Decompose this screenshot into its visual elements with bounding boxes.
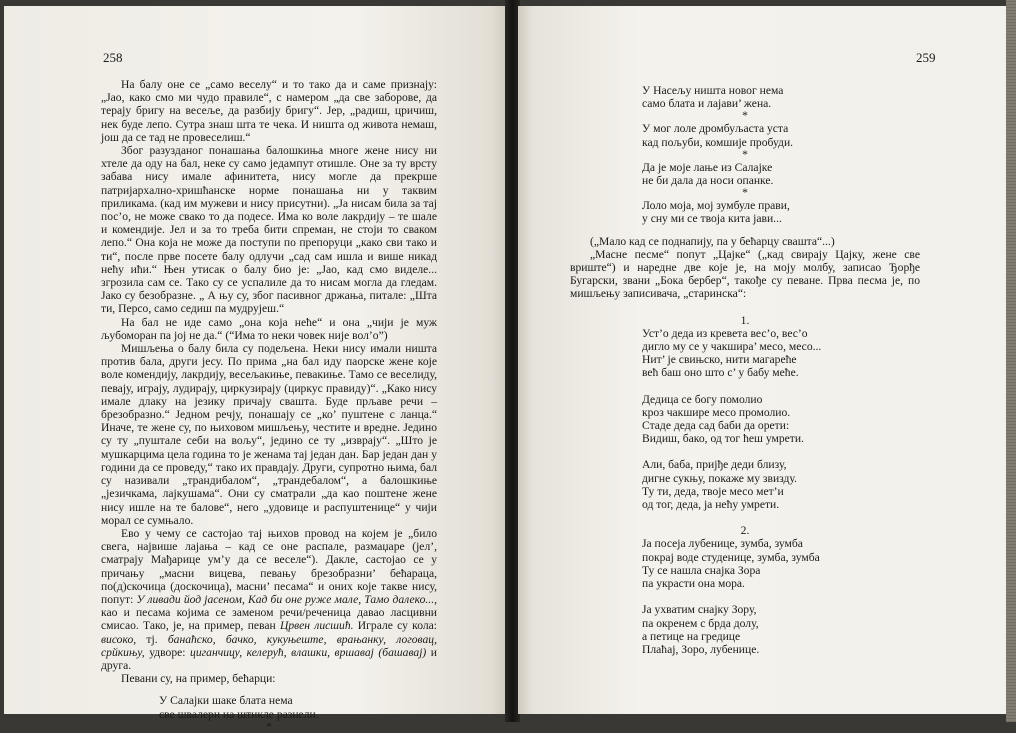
verse-line: Стаде деда сад баби да орети: [642,419,790,433]
paragraph-with-titles: Ево у чему се састојао тај њихов провод на којем је „било свега, највише лајања – кад се оне распале, размаџаре (јел’, сматрају Мађарице ум’у да се веселе“). Дакле, састојао се у причању „масни вицева, певању брезобразни’ бећараца, по(д)скочица (доскочица), масни’ песама“ и оних које такве нису, попут: У ливади йод јасеном, Кад би оне руже мале, Тамо далеко..., као и песама којима се заменом речи/реченица давао ласцивни смисао. Тако, је, на пример, певан Црвен лисшић. Играле су кола: високо, тј. банаћско, бачко, кукуњеште, врањанку, логовац, срйкињу, удворе: циганчицу, келерућ, влашки, вршавај (башавај) и друга. [101,526,438,672]
verse-line: Ту се нашла снајка Зора [642,563,761,577]
verse-line: покрај воде студенице, зумба, зумба [642,550,820,564]
verse-line: кад пољуби, комшије пробуди. [642,135,794,149]
page-number-right: 259 [916,50,936,65]
left-page [4,6,507,733]
verse-line: Али, баба, пријђе деди близу, [642,458,787,472]
verse-line: Плаћај, Зоро, лубенице. [642,642,760,656]
verse-line: а петице на гредице [642,629,741,643]
dance-names: циганчицу, келерућ, влашки, вршавај (башавај) [190,645,427,659]
verse-line: дигло му се у чакшира’ месо, месо... [642,340,822,354]
verse-line: Ја ухватим снајку Зору, [642,603,757,617]
left-page-text [101,78,437,733]
verse-line: све швалери на штикле разнели. [159,707,319,721]
song-number: 2. [740,524,750,538]
dance-name: високо, [101,632,137,646]
verse-line: Да је моје лање из Салајке [642,160,773,174]
verse-line: Видиш, бако, од тог ћеш умрети. [642,432,804,446]
verse-line: већ баш оно што с’ у бабу меће. [642,366,799,380]
paragraph: Мишљења о балу била су подељена. Неки нису имали ништа против бала, други јесу. По прима „на бал иду паорске жене које воле комендију, лакрдију, весељакиње, певакиње. Тамо се веселиду, певају, играју, лудирају, циркузирају (циркус правиду)“. „Како нису имале длаку на језику причају свашта. Буде прљаве речи – брезобразно.“ Једном речју, понашају се „ко’ пуштене с ланца.“ Иначе, те жене су, по њиховом мишљењу, честите и вредне. Једино су ту „пуштале себи на вољу“, једино се ту „изврају“. „Што је мушкарцима цела година то је женама тај један дан. Бар један дан у години да се проведу,“ тако их правдају. Други, супротно њима, бал су називали „трандибалом“, „трандебалом“, а балошкиње „језичкама, лајкушама“. Они су сматрали „да као поштене жене нису ишле на те балове“, него „удовице и распуштенице“ у чији морал се сумњало. [101,342,437,527]
verse-line: кроз чакшире месо промолио. [642,405,791,419]
star-separator: * [266,719,272,733]
verse-line: не би дала да носи опанке. [642,174,774,188]
verse-line: у сну ми се твоја кита јави... [642,212,782,226]
paragraph: Због разузданог понашања балошкиња многе жене нису ни хтеле да оду на бал, неке су само једампут отишле. Оне за ту врсту забава нису имале афинитета, нису могле да прекрше патријархално-хришћанске норме понашања ни у таквим приликама. (кад им мужеви и нису присутни). „Ја нисам била за тај пос’о, не може свако то да подесе. Има ко воле лакрдију – те шале и комендије. Јел и за то треба бити спреман, не стоји то сваком лепо.“ Она која не може да поступи по препоруци „како сви тако и ти“, после прве посете балу одлучи „сад сам ишла и више никад нећу ићи.“ Њен утисак о балу био је: „Јао, кад смо виделе... згрозила сам се. Тако су се успалиле да то нисам могла да гледам. Јако су безобразне. „ А њу су, због пасивног држања, питале: „Шта ти, Персо, само седиш па мудрујеш.“ [101,144,437,316]
paragraph: „Масне песме“ попут „Цајке“ („кад свирају Цајку, жене све вриште“) и наредне две које је, на моју молбу, записао Ђорђе Бугарски, звани „Бока бербер“, такође су певане. Прва песма је, по мишљењу записивача, „старинска“: [570,247,920,301]
verse-line: Ту ти, деда, твоје месо мет’и [642,484,784,498]
page-edges [1006,0,1016,722]
paragraph: На бал не иде само „она која неће“ и она „чији је муж љубоморан па јој не да.“ (“Има то неки човек није вол’о”) [101,315,437,342]
song-number: 1. [740,313,750,327]
verse-line: па окренем с брда долу, [642,616,759,630]
verse-line: Ја посеја лубенице, зумба, зумба [642,537,803,551]
star-separator: * [742,186,748,200]
verse-line: У мог лоле дромбуљаста уста [642,122,789,136]
verse-line: Дедица се богу помолио [642,392,763,406]
dance-names: банаћско, бачко, кукуњеште, врањанку, логовац, срйкињу, [101,632,438,659]
right-page-text [570,84,920,656]
verse-line: У Насељу ништа новог нема [642,84,784,97]
verse-line: само блата и лајави’ жена. [642,97,772,111]
paragraph: На балу оне се „само веселу“ и то тако да и саме признају: „Јао, како смо ми чудо правиле“, с намером „да све заборове, да терају бригу на весеље, да разбију бригу“. Јер, „радиш, цричиш, нек буде лепо. Сутра знаш шта те чека. И ништа од живота немаш, још да се тад не провеселиш.“ [101,78,437,144]
verse-line: Нит’ је свињско, нити магареће [642,353,797,367]
paragraph: („Мало кад се поднапију, па у бећарцу свашта“...) [590,234,835,248]
star-separator: * [742,109,748,123]
verse-line: Уст’о деда из кревета вес’о, вес’о [642,326,808,340]
page-number-left: 258 [103,50,123,65]
star-separator: * [742,147,748,161]
verse-line: дигне сукњу, покаже му звизду. [642,471,797,485]
right-page [518,6,1008,714]
paragraph: Певани су, на пример, бећарци: [121,672,276,686]
song-titles: У ливади йод јасеном, Кад би оне руже мале, Тамо далеко... [136,592,435,606]
song-title: Црвен лисшић. [279,619,354,633]
verse-line: У Салајки шаке блата нема [159,694,293,708]
verse-line: па украсти она мора. [642,577,745,591]
verse-line: од тог, деда, ја нећу умрети. [642,498,780,512]
verse-line: Лоло моја, мој зумбуле прави, [642,199,790,213]
